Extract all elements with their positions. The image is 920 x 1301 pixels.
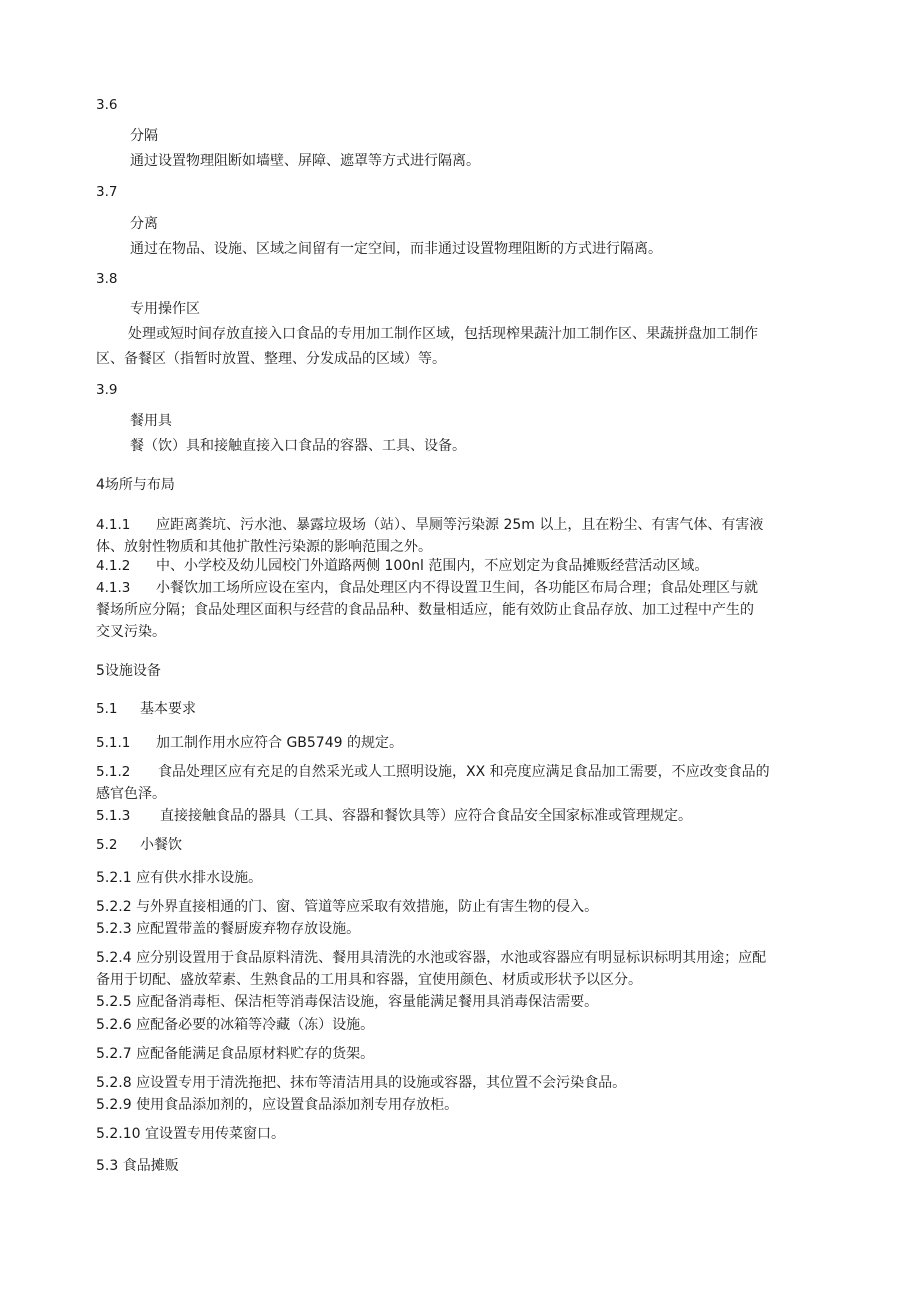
clause-text-cont: 餐场所应分隔；食品处理区面积与经营的食品品种、数量相适应，能有效防止食品存放、加工过程中产生的 <box>96 602 754 618</box>
term-definition: 通过在物品、设施、区域之间留有一定空间，而非通过设置物理阻断的方式进行隔离。 <box>130 241 662 257</box>
term-number: 3.9 <box>96 382 118 398</box>
term-title: 专用操作区 <box>130 301 200 317</box>
clause-line: 5.2.7 应配备能满足食品原材料贮存的货架。 <box>96 1046 375 1062</box>
clause-number: 5.1.2 <box>96 764 131 780</box>
clause-text: 应距离粪坑、污水池、暴露垃圾场（站）、旱厕等污染源 25m 以上，且在粉尘、有害气体、有害液 <box>156 517 764 533</box>
subsection-number: 5.2 <box>96 837 118 853</box>
term-definition: 处理或短时间存放直接入口食品的专用加工制作区域，包括现榨果蔬汁加工制作区、果蔬拼盘加工制作 <box>128 326 758 342</box>
clause-line: 5.2.1 应有供水排水设施。 <box>96 870 263 886</box>
term-number: 3.7 <box>96 184 118 200</box>
clause-line: 5.2.9 使用食品添加剂的，应设置食品添加剂专用存放柜。 <box>96 1097 459 1113</box>
term-title: 餐用具 <box>130 413 172 429</box>
clause-number: 4.1.3 <box>96 580 131 596</box>
clause-text-cont: 体、放射性物质和其他扩散性污染源的影响范围之外。 <box>96 539 432 555</box>
clause-number: 5.1.1 <box>96 735 131 751</box>
clause-number: 4.1.2 <box>96 558 131 574</box>
subsection-heading: 5.3 食品摊贩 <box>96 1158 179 1174</box>
clause-number: 4.1.1 <box>96 517 131 533</box>
clause-line: 5.2.3 应配置带盖的餐厨废弃物存放设施。 <box>96 921 361 937</box>
subsection-title: 小餐饮 <box>140 837 182 853</box>
clause-text-cont: 交叉污染。 <box>96 624 166 640</box>
clause-text-cont: 感官色泽。 <box>96 786 166 802</box>
clause-line: 5.2.8 应设置专用于清洗拖把、抹布等清洁用具的设施或容器，其位置不会污染食品。 <box>96 1075 627 1091</box>
clause-text: 直接接触食品的器具（工具、容器和餐饮具等）应符合食品安全国家标准或管理规定。 <box>160 808 692 824</box>
clause-line: 备用于切配、盛放荤素、生熟食品的工用具和容器，宜使用颜色、材质或形状予以区分。 <box>96 972 642 988</box>
clause-text: 中、小学校及幼儿园校门外道路两侧 100nl 范围内，不应划定为食品摊贩经营活动区域。 <box>156 558 709 574</box>
clause-text: 加工制作用水应符合 GB5749 的规定。 <box>156 735 403 751</box>
section-heading: 4场所与布局 <box>96 477 175 493</box>
clause-line: 5.2.6 应配备必要的冰箱等冷藏（冻）设施。 <box>96 1017 375 1033</box>
clause-text: 食品处理区应有充足的自然采光或人工照明设施，XX 和亮度应满足食品加工需要，不应改变食品的 <box>158 764 770 780</box>
clause-line: 5.2.5 应配备消毒柜、保洁柜等消毒保洁设施，容量能满足餐用具消毒保洁需要。 <box>96 994 599 1010</box>
subsection-title: 基本要求 <box>140 701 196 717</box>
term-definition: 餐（饮）具和接触直接入口食品的容器、工具、设备。 <box>130 438 466 454</box>
term-title: 分隔 <box>130 128 158 144</box>
term-number: 3.6 <box>96 97 118 113</box>
clause-line: 5.2.4 应分别设置用于食品原料清洗、餐用具清洗的水池或容器，水池或容器应有明显标识标明其用途；应配 <box>96 950 767 966</box>
subsection-number: 5.1 <box>96 701 118 717</box>
clause-line: 5.2.2 与外界直接相通的门、窗、管道等应采取有效措施，防止有害生物的侵入。 <box>96 899 599 915</box>
section-heading: 5设施设备 <box>96 663 161 679</box>
clause-text: 小餐饮加工场所应设在室内，食品处理区内不得设置卫生间，各功能区布局合理；食品处理区与就 <box>156 580 758 596</box>
term-title: 分离 <box>130 216 158 232</box>
clause-line: 5.2.10 宜设置专用传菜窗口。 <box>96 1126 285 1142</box>
term-definition: 通过设置物理阻断如墙壁、屏障、遮罩等方式进行隔离。 <box>130 153 480 169</box>
term-definition-cont: 区、备餐区（指暂时放置、整理、分发成品的区域）等。 <box>96 351 446 367</box>
clause-number: 5.1.3 <box>96 808 131 824</box>
term-number: 3.8 <box>96 271 118 287</box>
